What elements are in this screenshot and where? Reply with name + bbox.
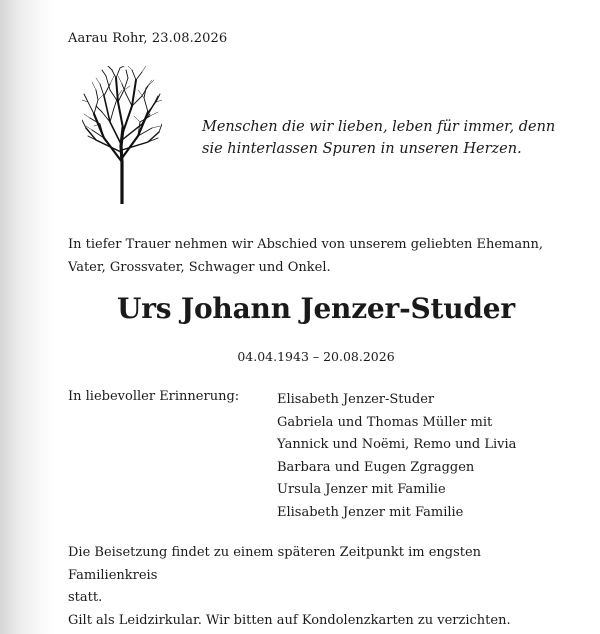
intro-text bbox=[68, 233, 568, 279]
funeral-note-line: statt. bbox=[68, 590, 103, 605]
bare-tree-icon bbox=[82, 66, 162, 204]
motto-line: sie hinterlassen Spuren in unseren Herzen. bbox=[202, 141, 522, 157]
place-date: Aarau Rohr, 23.08.2026 bbox=[68, 31, 228, 46]
deceased-name: Urs Johann Jenzer-Studer bbox=[117, 292, 515, 325]
mourner-item: Yannick und Noëmi, Remo und Livia bbox=[277, 437, 517, 453]
motto-quote bbox=[202, 116, 572, 160]
mourner-item: Barbara und Eugen Zgraggen bbox=[277, 459, 475, 475]
closing-text bbox=[68, 542, 568, 632]
mourner-item: Elisabeth Jenzer-Studer bbox=[277, 392, 435, 407]
intro-line: Vater, Grossvater, Schwager und Onkel. bbox=[68, 260, 331, 275]
mourners-list bbox=[277, 389, 516, 525]
intro-line: In tiefer Trauer nehmen wir Abschied von unserem geliebten Ehemann, bbox=[68, 237, 543, 252]
life-dates: 04.04.1943 – 20.08.2026 bbox=[237, 349, 395, 364]
mourner-item: Ursula Jenzer mit Familie bbox=[277, 482, 446, 498]
mourner-item: Gabriela und Thomas Müller mit bbox=[277, 414, 493, 430]
circular-note: Gilt als Leidzirkular. Wir bitten auf Kondolenzkarten zu verzichten. bbox=[68, 612, 511, 628]
memory-label: In liebevoller Erinnerung: bbox=[68, 389, 240, 404]
funeral-note-line: Die Beisetzung findet zu einem späteren Zeitpunkt im engsten Familienkreis bbox=[68, 545, 482, 583]
motto-line: Menschen die wir lieben, leben für immer, denn bbox=[202, 119, 556, 135]
mourner-item: Elisabeth Jenzer mit Familie bbox=[277, 504, 464, 520]
